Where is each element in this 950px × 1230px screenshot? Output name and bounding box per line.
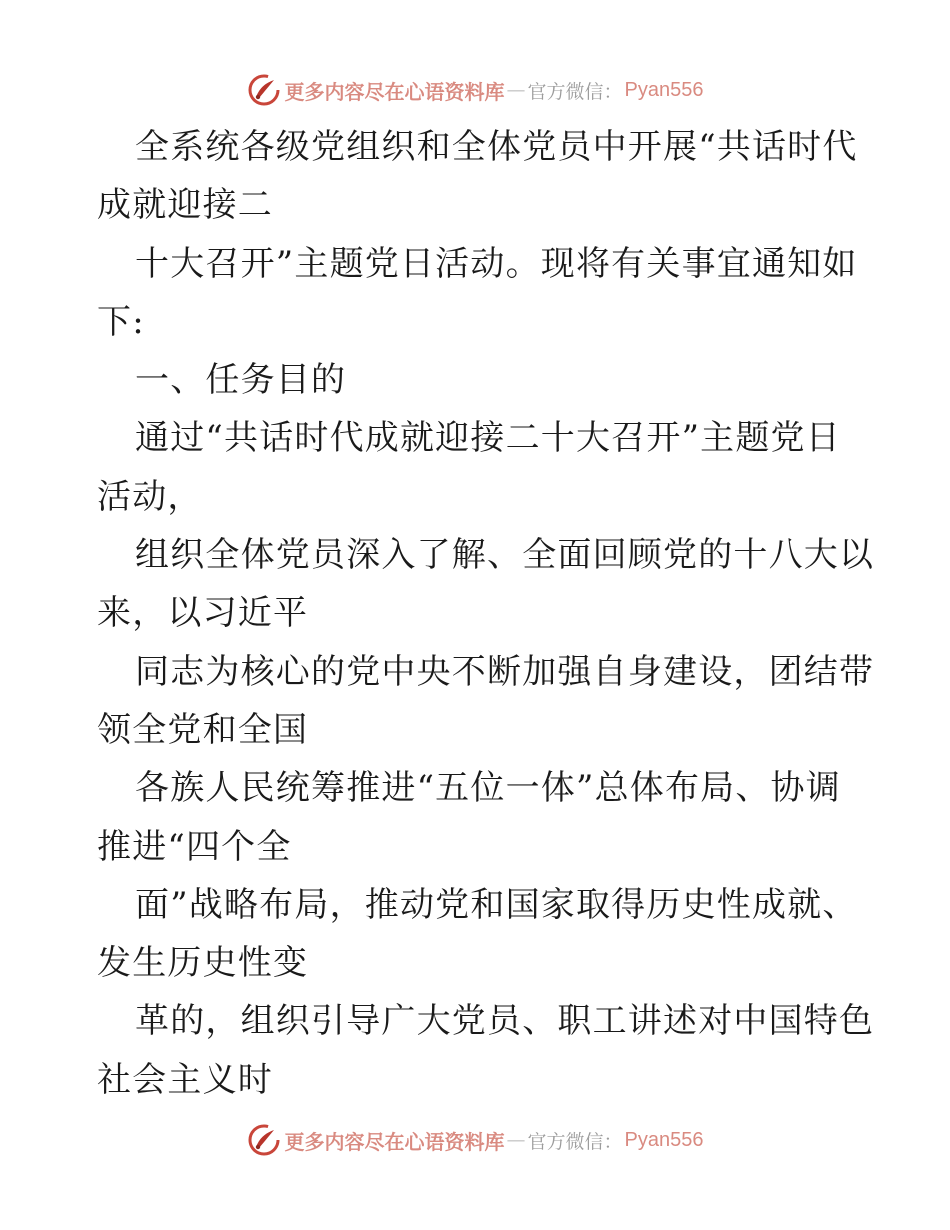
watermark-official-label: 官方微信： — [527, 1130, 623, 1153]
body-line-4: 下: — [97, 301, 145, 342]
footer-watermark-banner — [0, 1120, 950, 1160]
body-line-11: 领全党和全国 — [97, 709, 309, 750]
section-heading: 一、任务目的 — [135, 360, 347, 401]
watermark-official-label: 官方微信： — [527, 80, 623, 103]
body-line-17: 社会主义时 — [97, 1059, 273, 1100]
watermark-account-id: Pyan556 — [624, 1128, 704, 1151]
body-line-9: 来，以习近平 — [97, 593, 309, 634]
body-line-8: 组织全体党员深入了解、全面回顾党的十八大以 — [135, 535, 875, 576]
body-line-7: 活动， — [97, 476, 203, 517]
body-line-3: 十大召开”主题党日活动。现将有关事宜通知如 — [135, 243, 858, 284]
brush-circle-logo-icon — [247, 73, 281, 107]
body-line-12: 各族人民统筹推进“五位一体”总体布局、协调 — [135, 768, 841, 809]
body-line-13: 推进“四个全 — [97, 826, 292, 867]
document-body — [97, 118, 875, 1109]
watermark-separator: — — [506, 79, 526, 101]
brush-circle-logo-icon — [247, 1123, 281, 1157]
watermark-brand-text: 更多内容尽在心语资料库 — [284, 79, 505, 104]
watermark-brand-text: 更多内容尽在心语资料库 — [284, 1129, 505, 1154]
body-line-6: 通过“共话时代成就迎接二十大召开”主题党日 — [135, 418, 841, 459]
header-watermark-banner — [0, 70, 950, 110]
watermark-account-id: Pyan556 — [624, 78, 704, 101]
watermark-separator: — — [506, 1129, 526, 1151]
body-line-2: 成就迎接二 — [97, 185, 273, 226]
body-line-16: 革的，组织引导广大党员、职工讲述对中国特色 — [135, 1001, 875, 1042]
body-line-1: 全系统各级党组织和全体党员中开展“共话时代 — [135, 127, 858, 167]
body-line-15: 发生历史性变 — [97, 943, 309, 984]
body-line-14: 面”战略布局，推动党和国家取得历史性成就、 — [135, 884, 858, 925]
body-line-10: 同志为核心的党中央不断加强自身建设，团结带 — [135, 651, 875, 692]
